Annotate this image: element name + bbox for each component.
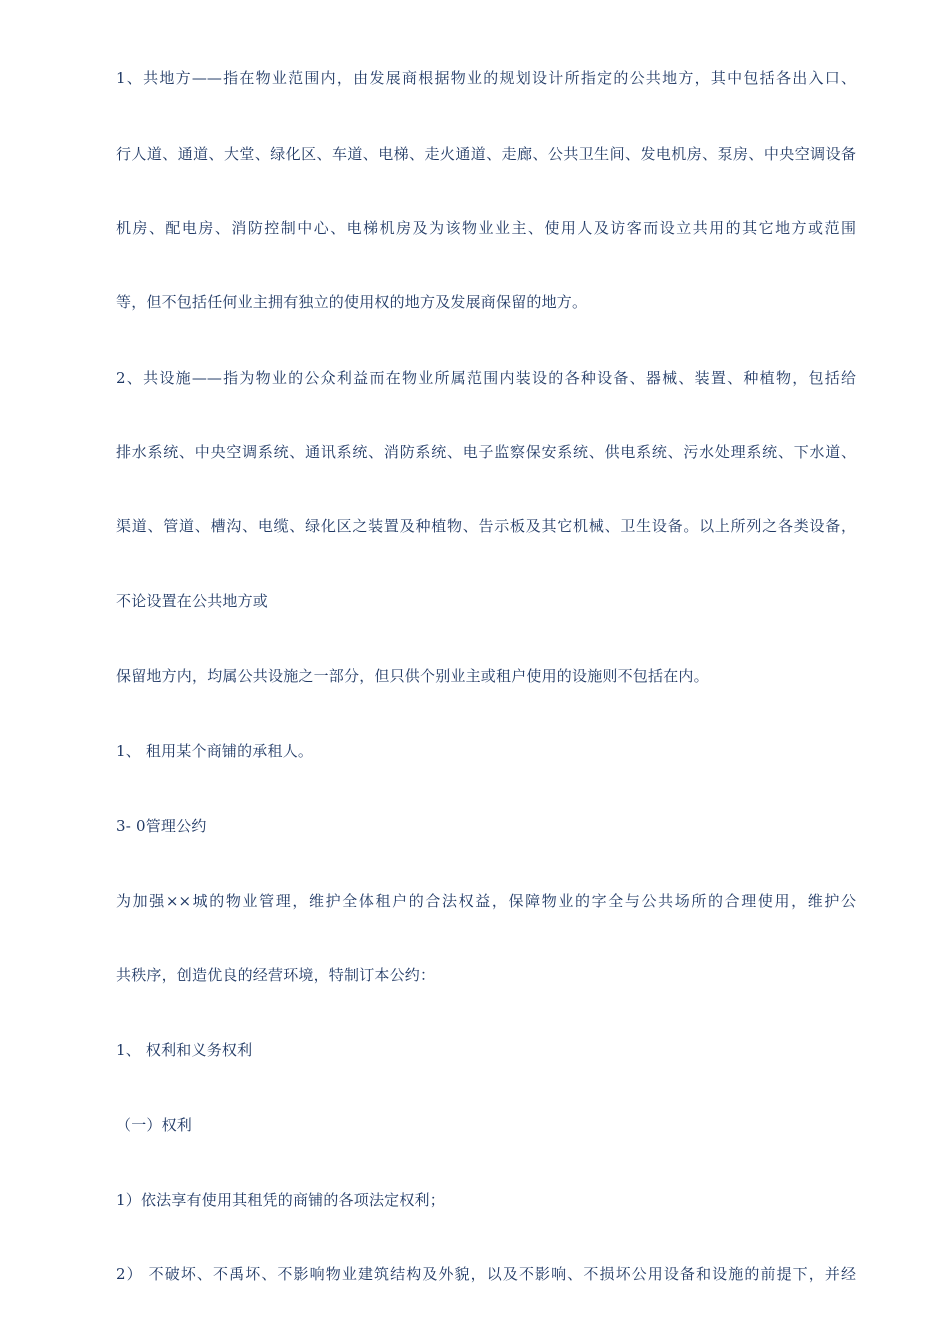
paragraph-2-line-4: 不论设置在公共地方或 [116,592,269,610]
list-item-tenant: 1、 租用某个商铺的承租人。 [116,742,314,760]
rights-item-2: 2） 不破坏、不禹坏、不影响物业建筑结构及外貌，以及不影响、不损坏公用设备和设施的前提下，并经 [116,1265,856,1283]
paragraph-2-line-1: 2、共设施——指为物业的公众利益而在物业所属范围内装设的各种设备、器械、装置、种植物，包括给 [116,369,856,387]
subheading-rights: （一）权利 [116,1116,193,1134]
section-heading-management-convention: 3- 0管理公约 [116,817,207,835]
paragraph-1-line-3: 机房、配电房、消防控制中心、电梯机房及为该物业业主、使用人及访客而设立共用的其它地方或范围 [116,219,856,237]
paragraph-1-line-4: 等，但不包括任何业主拥有独立的使用权的地方及发展商保留的地方。 [116,293,588,311]
paragraph-1-line-1: 1、共地方——指在物业范围内，由发展商根据物业的规划设计所指定的公共地方，其中包括各出入口、 [116,69,856,87]
paragraph-4-line-2: 共秩序，创造优良的经营环境，特制订本公约： [116,966,436,984]
paragraph-2-line-3: 渠道、管道、槽沟、电缆、绿化区之装置及种植物、告示板及其它机械、卫生设备。以上所列之各类设备， [116,517,856,535]
paragraph-1-line-2: 行人道、通道、大堂、绿化区、车道、电梯、走火通道、走廊、公共卫生间、发电机房、泵房、中央空调设备 [116,145,856,163]
paragraph-4-line-1: 为加强××城的物业管理，维护全体租户的合法权益，保障物业的字全与公共场所的合理使用，维护公 [116,892,856,910]
rights-item-1: 1）依法享有使用其租凭的商铺的各项法定权利； [116,1191,445,1209]
section-heading-rights-obligations: 1、 权利和义务权利 [116,1041,253,1059]
paragraph-3-line-1: 保留地方内，均属公共设施之一部分，但只供个别业主或租户使用的设施则不包括在内。 [116,667,709,685]
paragraph-2-line-2: 排水系统、中央空调系统、通讯系统、消防系统、电子监察保安系统、供电系统、污水处理系统、下水道、 [116,443,856,461]
